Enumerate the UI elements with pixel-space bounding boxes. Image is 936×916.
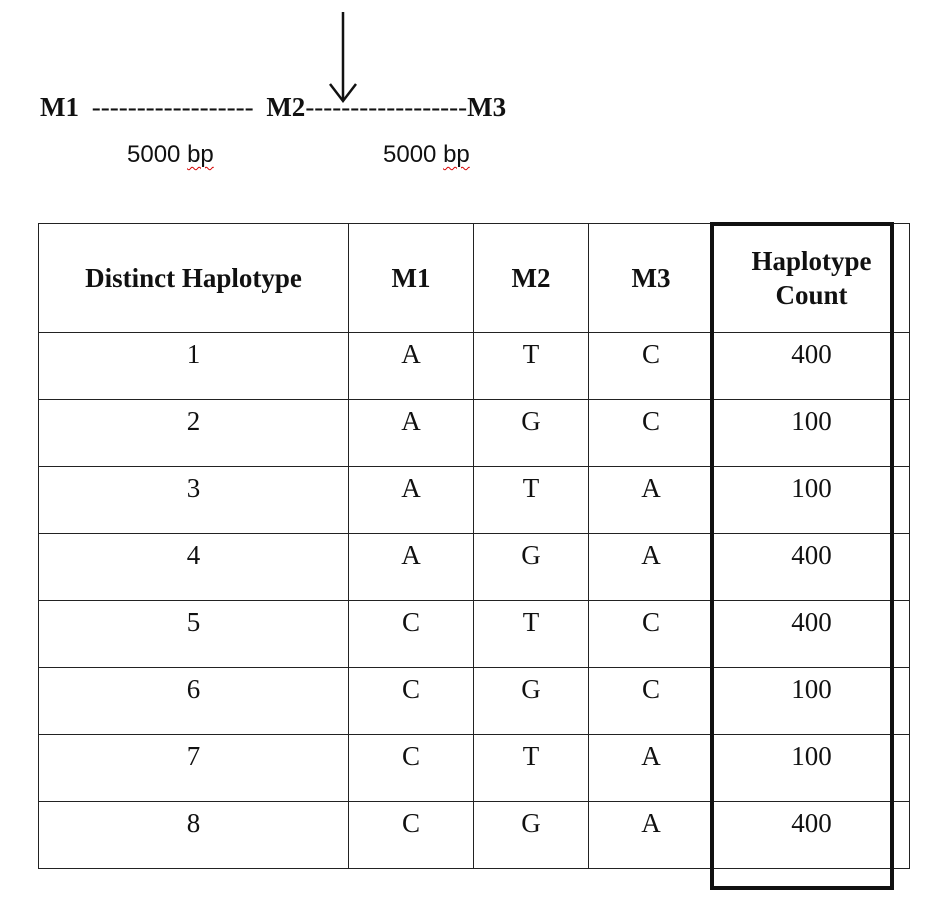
cell-m2: G bbox=[474, 802, 589, 869]
cell-haplotype-id: 8 bbox=[39, 802, 349, 869]
cell-haplotype-id: 7 bbox=[39, 735, 349, 802]
cell-m3: C bbox=[589, 333, 714, 400]
distance-unit: bp bbox=[187, 141, 214, 168]
distance-unit: bp bbox=[443, 141, 470, 168]
cell-m2: T bbox=[474, 467, 589, 534]
header-haplotype-count bbox=[714, 224, 910, 333]
distance-value: 5000 bbox=[383, 141, 437, 168]
cell-haplotype-id: 4 bbox=[39, 534, 349, 601]
table-row bbox=[39, 400, 910, 467]
header-distinct-haplotype: Distinct Haplotype bbox=[39, 224, 349, 333]
table-body bbox=[39, 333, 910, 869]
cell-m1: C bbox=[349, 601, 474, 668]
cell-m2: G bbox=[474, 534, 589, 601]
cell-m1: A bbox=[349, 333, 474, 400]
cell-m2: G bbox=[474, 668, 589, 735]
cell-count: 100 bbox=[714, 668, 910, 735]
cell-count: 400 bbox=[714, 534, 910, 601]
marker-m1-label: M1 bbox=[40, 92, 79, 122]
cell-haplotype-id: 2 bbox=[39, 400, 349, 467]
cell-m2: T bbox=[474, 333, 589, 400]
table-row bbox=[39, 802, 910, 869]
cell-m3: C bbox=[589, 601, 714, 668]
table-row bbox=[39, 668, 910, 735]
marker-m3-label: M3 bbox=[467, 92, 507, 122]
table-header-row bbox=[39, 224, 910, 333]
table-row bbox=[39, 601, 910, 668]
cell-haplotype-id: 5 bbox=[39, 601, 349, 668]
haplotype-table bbox=[38, 223, 910, 869]
distance-label-1 bbox=[127, 140, 214, 170]
cell-count: 100 bbox=[714, 400, 910, 467]
cell-m3: C bbox=[589, 668, 714, 735]
cell-m3: A bbox=[589, 735, 714, 802]
cell-m1: A bbox=[349, 467, 474, 534]
cell-haplotype-id: 6 bbox=[39, 668, 349, 735]
cell-count: 400 bbox=[714, 601, 910, 668]
table-row bbox=[39, 735, 910, 802]
cell-count: 400 bbox=[714, 802, 910, 869]
cell-m1: A bbox=[349, 400, 474, 467]
cell-haplotype-id: 3 bbox=[39, 467, 349, 534]
cell-m1: A bbox=[349, 534, 474, 601]
distance-value: 5000 bbox=[127, 141, 181, 168]
dashes-left: ------------------ bbox=[91, 92, 254, 122]
cell-m1: C bbox=[349, 802, 474, 869]
header-m3: M3 bbox=[589, 224, 714, 333]
header-haplotype-count-text: Haplotype Count bbox=[751, 246, 872, 310]
table-row bbox=[39, 333, 910, 400]
cell-haplotype-id: 1 bbox=[39, 333, 349, 400]
cell-m3: C bbox=[589, 400, 714, 467]
cell-m2: G bbox=[474, 400, 589, 467]
distance-label-2 bbox=[383, 140, 470, 170]
header-m2: M2 bbox=[474, 224, 589, 333]
cell-m1: C bbox=[349, 668, 474, 735]
dashes-right: ------------------ bbox=[305, 92, 468, 122]
cell-m1: C bbox=[349, 735, 474, 802]
cell-m2: T bbox=[474, 735, 589, 802]
cell-m2: T bbox=[474, 601, 589, 668]
cell-m3: A bbox=[589, 467, 714, 534]
header-m1: M1 bbox=[349, 224, 474, 333]
cell-count: 100 bbox=[714, 735, 910, 802]
cell-count: 400 bbox=[714, 333, 910, 400]
marker-m2-label: M2 bbox=[266, 92, 306, 122]
cell-m3: A bbox=[589, 802, 714, 869]
cell-count: 100 bbox=[714, 467, 910, 534]
table-row bbox=[39, 467, 910, 534]
table-row bbox=[39, 534, 910, 601]
marker-line bbox=[40, 90, 506, 124]
cell-m3: A bbox=[589, 534, 714, 601]
